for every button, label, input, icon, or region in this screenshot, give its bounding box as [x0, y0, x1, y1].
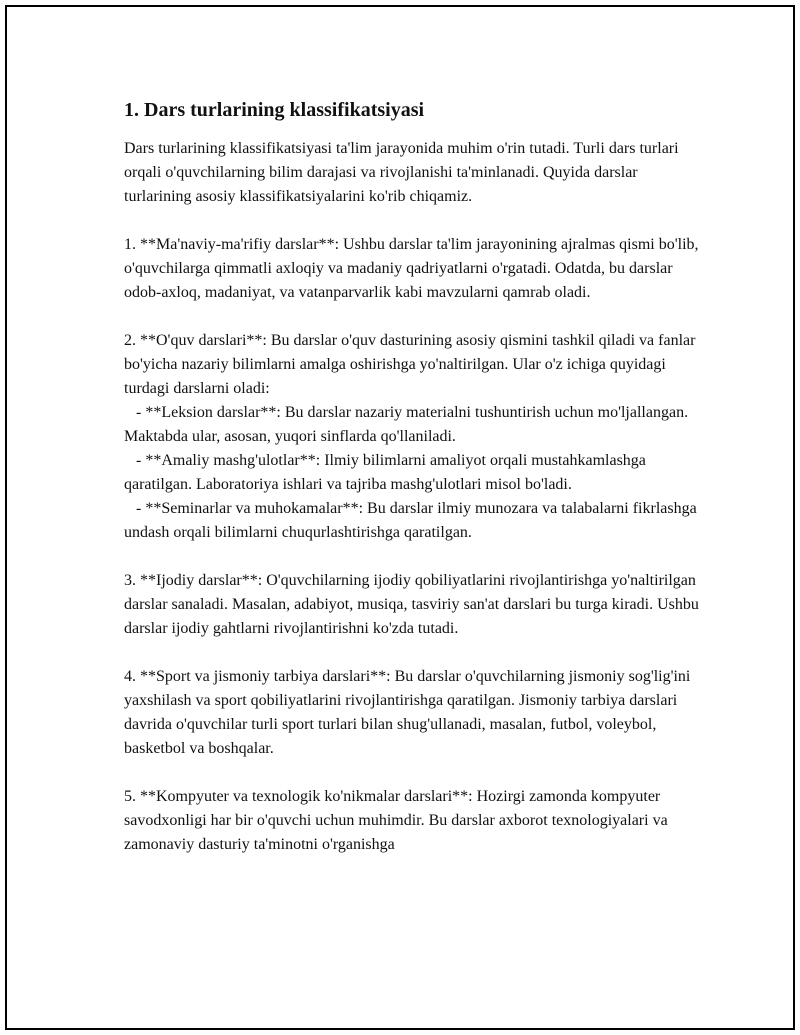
- section-4-paragraph: 4. **Sport va jismoniy tarbiya darslari**: Bu darslar o'quvchilarning jismoniy sog'lig'ini yaxshilash va sport qobiliyatlarini rivojlantirishga qaratilgan. Jismoniy tarbiya darslari davrida o'quvchilar turli sport turlari bilan shug'ullanadi, masalan, futbol, voleybol, basketbol va boshqalar.: [124, 668, 695, 757]
- intro-paragraph: Dars turlarining klassifikatsiyasi ta'lim jarayonida muhim o'rin tutadi. Turli dars turlari orqali o'quvchilarning bilim darajasi va rivojlanishi ta'minlanadi. Quyida darslar turlarining asosiy klassifikatsiyalarini ko'rib chiqamiz.: [124, 140, 683, 205]
- section-3-paragraph: 3. **Ijodiy darslar**: O'quvchilarning ijodiy qobiliyatlarini rivojlantirishga yo'naltirilgan darslar sanaladi. Masalan, adabiyot, musiqa, tasviriy san'at darslari bu turga kiradi. Ushbu darslar ijodiy gahtlarni rivojlantirishni ko'zda tutadi.: [124, 572, 703, 637]
- document-title: 1. Dars turlarining klassifikatsiyasi: [124, 99, 425, 121]
- page-frame: [5, 5, 795, 1030]
- section-1-paragraph: 1. **Ma'naviy-ma'rifiy darslar**: Ushbu darslar ta'lim jarayonining ajralmas qismi bo'lib, o'quvchilarga qimmatli axloqiy va madaniy qadriyatlarni o'rgatadi. Odatda, bu darslar odob-axloq, madaniyat, va vatanparvarlik kabi mavzularni qamrab oladi.: [124, 236, 703, 301]
- section-2-paragraph: 2. **O'quv darslari**: Bu darslar o'quv dasturining asosiy qismini tashkil qiladi va fanlar bo'yicha nazariy bilimlarni amalga oshirishga yo'naltirilgan. Ular o'z ichiga quyidagi turdagi darslarni oladi: - **Leksion darslar**: Bu darslar nazariy materialni tushuntirish uchun mo'ljallangan. Maktabda ular, asosan, yuqori sinflarda qo'llaniladi. - **Amaliy mashg'ulotlar**: Ilmiy bilimlarni amaliyot orqali mustahkamlashga qaratilgan. Laboratoriya ishlari va tajriba mashg'ulotlari misol bo'ladi. - **Seminarlar va muhokamalar**: Bu darslar ilmiy munozara va talabalarni fikrlashga undash orqali bilimlarni chuqurlashtirishga qaratilgan.: [124, 332, 697, 541]
- document-body: [120, 97, 703, 881]
- section-5-paragraph: 5. **Kompyuter va texnologik ko'nikmalar darslari**: Hozirgi zamonda kompyuter savodxonligi har bir o'quvchi uchun muhimdir. Bu darslar axborot texnologiyalari va zamonaviy dasturiy ta'minotni o'rganishga: [124, 788, 672, 853]
